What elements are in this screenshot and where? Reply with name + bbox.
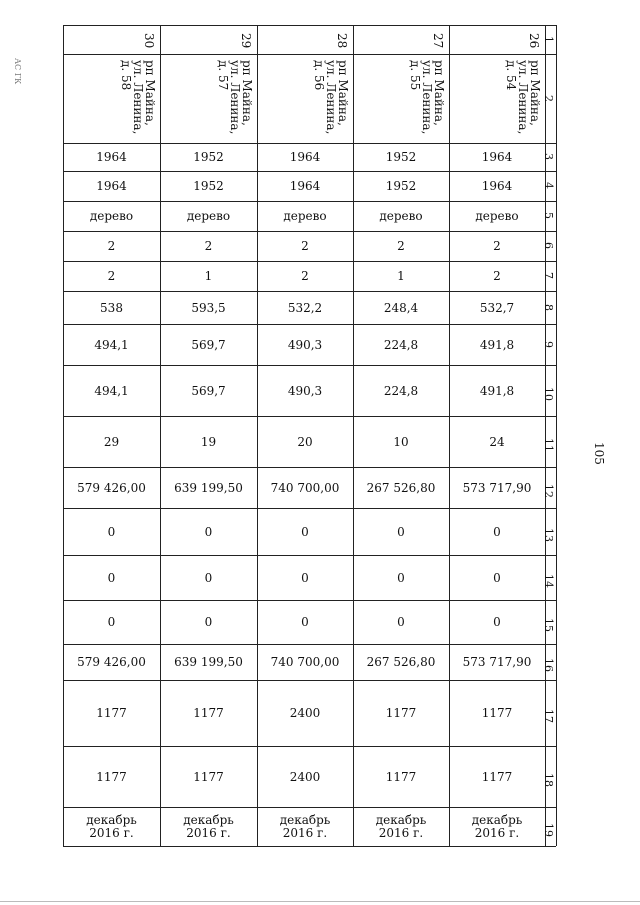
month-line: 2016 г. bbox=[378, 825, 424, 840]
table-cell: дерево bbox=[379, 209, 423, 223]
row-number: 18 bbox=[542, 773, 555, 787]
table-cell: 573 717,90 bbox=[462, 480, 532, 495]
row-number: 12 bbox=[542, 484, 555, 498]
table-cell: 1177 bbox=[385, 706, 417, 720]
table-cell: 24 bbox=[489, 434, 505, 449]
address-line: ул. Ленина, bbox=[516, 60, 530, 135]
table-cell: 2 bbox=[107, 269, 116, 283]
table-cell: 0 bbox=[397, 570, 405, 585]
side-mark: АС ГК bbox=[13, 58, 22, 85]
table-cell: 569,7 bbox=[191, 383, 226, 398]
table-cell: 267 526,80 bbox=[366, 480, 436, 495]
month-cell bbox=[160, 807, 257, 846]
row-number: 7 bbox=[542, 272, 555, 279]
column-number: 29 bbox=[239, 33, 253, 49]
table-cell: 1177 bbox=[96, 769, 127, 784]
table-cell: 0 bbox=[107, 615, 116, 629]
table-cell: 490,3 bbox=[287, 337, 323, 352]
table-cell: 1964 bbox=[96, 150, 127, 164]
table-cell: 1177 bbox=[193, 769, 224, 784]
table-cell: 494,1 bbox=[94, 383, 129, 398]
table-cell: 1964 bbox=[96, 179, 127, 193]
table-cell: 248,4 bbox=[383, 300, 419, 315]
table-cell: 2400 bbox=[289, 769, 321, 784]
address-line: рп Майна, bbox=[240, 60, 254, 126]
address-line: ул. Ленина, bbox=[228, 60, 242, 135]
table-cell: дерево bbox=[475, 209, 519, 223]
table-cell: 569,7 bbox=[191, 337, 226, 352]
table-cell: 2 bbox=[493, 239, 501, 253]
table-cell: 0 bbox=[301, 524, 309, 539]
row-number: 10 bbox=[542, 387, 555, 401]
table-cell: 1177 bbox=[481, 769, 513, 784]
column-number: 30 bbox=[142, 33, 156, 49]
row-number: 5 bbox=[542, 212, 555, 219]
address-cell bbox=[313, 60, 349, 134]
table-cell: 0 bbox=[301, 615, 309, 629]
column-number: 27 bbox=[431, 33, 445, 49]
table-cell: 532,7 bbox=[479, 300, 515, 315]
address-line: рп Майна, bbox=[143, 60, 157, 126]
row-line bbox=[63, 25, 556, 26]
month-cell bbox=[353, 807, 449, 846]
table-cell: 2 bbox=[397, 239, 405, 253]
table-cell: 1964 bbox=[481, 179, 513, 193]
table-cell: 20 bbox=[297, 434, 313, 449]
row-number: 6 bbox=[542, 242, 555, 249]
table-cell: 0 bbox=[204, 615, 213, 629]
month-line: 2016 г. bbox=[474, 825, 520, 840]
address-cell bbox=[409, 60, 445, 134]
row-number: 13 bbox=[542, 528, 555, 542]
row-number: 2 bbox=[542, 95, 555, 102]
table-cell: 224,8 bbox=[383, 383, 419, 398]
address-line: д. 57 bbox=[216, 60, 230, 91]
table-cell: 0 bbox=[397, 524, 405, 539]
table-cell: 0 bbox=[493, 524, 501, 539]
table-cell: 19 bbox=[200, 434, 217, 449]
month-line: декабрь bbox=[375, 812, 427, 827]
table-cell: 579 426,00 bbox=[77, 480, 146, 495]
table-cell: 2 bbox=[301, 269, 309, 283]
table-cell: 1952 bbox=[193, 179, 224, 193]
table-cell: 579 426,00 bbox=[77, 655, 146, 669]
table-cell: 1177 bbox=[385, 769, 417, 784]
month-cell bbox=[63, 807, 160, 846]
table-cell: 0 bbox=[397, 615, 405, 629]
table-cell: 10 bbox=[393, 434, 409, 449]
row-line bbox=[63, 846, 556, 847]
address-line: рп Майна, bbox=[336, 60, 350, 126]
address-line: д. 56 bbox=[312, 60, 326, 91]
table-cell: 490,3 bbox=[287, 383, 323, 398]
table-cell: 740 700,00 bbox=[270, 480, 340, 495]
month-cell bbox=[449, 807, 545, 846]
row-line bbox=[63, 54, 556, 55]
table-cell: 1964 bbox=[289, 179, 321, 193]
table-cell: 0 bbox=[107, 570, 116, 585]
table-cell: 0 bbox=[301, 570, 309, 585]
table-cell: 491,8 bbox=[479, 383, 515, 398]
table-cell: 1952 bbox=[385, 179, 417, 193]
row-number: 15 bbox=[542, 618, 555, 632]
table-cell: 1964 bbox=[289, 150, 321, 164]
table-cell: 491,8 bbox=[479, 337, 515, 352]
month-line: 2016 г. bbox=[282, 825, 328, 840]
table-cell: 639 199,50 bbox=[174, 655, 243, 669]
row-number: 19 bbox=[542, 823, 555, 837]
table-cell: 1 bbox=[204, 269, 213, 283]
table-cell: 1964 bbox=[481, 150, 513, 164]
row-number: 1 bbox=[542, 36, 555, 43]
table-cell: 2 bbox=[107, 239, 116, 253]
row-number: 11 bbox=[542, 438, 555, 452]
address-cell bbox=[505, 60, 541, 134]
table-cell: 740 700,00 bbox=[270, 655, 340, 669]
month-line: 2016 г. bbox=[186, 825, 231, 840]
table-cell: 0 bbox=[204, 570, 213, 585]
table-cell: дерево bbox=[283, 209, 327, 223]
row-number: 16 bbox=[542, 658, 555, 672]
row-number: 9 bbox=[542, 341, 555, 348]
table-cell: 0 bbox=[204, 524, 213, 539]
table-cell: дерево bbox=[186, 209, 231, 223]
table-cell: 538 bbox=[100, 300, 123, 315]
address-line: ул. Ленина, bbox=[324, 60, 338, 135]
table-cell: дерево bbox=[89, 209, 134, 223]
table-cell: 267 526,80 bbox=[366, 655, 436, 669]
table-cell: 639 199,50 bbox=[174, 480, 243, 495]
table-cell: 2400 bbox=[289, 706, 321, 720]
month-line: декабрь bbox=[183, 812, 234, 827]
table-cell: 0 bbox=[493, 570, 501, 585]
month-cell bbox=[257, 807, 353, 846]
table-cell: 2 bbox=[301, 239, 309, 253]
table-cell: 573 717,90 bbox=[462, 655, 532, 669]
address-line: рп Майна, bbox=[432, 60, 446, 126]
table-cell: 1177 bbox=[481, 706, 513, 720]
month-line: декабрь bbox=[86, 812, 137, 827]
table-cell: 1177 bbox=[193, 706, 224, 720]
table-cell: 1177 bbox=[96, 706, 127, 720]
address-line: рп Майна, bbox=[528, 60, 542, 126]
address-cell bbox=[120, 60, 156, 134]
address-line: д. 58 bbox=[119, 60, 133, 91]
column-number: 28 bbox=[335, 33, 349, 49]
table-cell: 2 bbox=[204, 239, 213, 253]
address-line: ул. Ленина, bbox=[131, 60, 145, 135]
table-cell: 1 bbox=[397, 269, 405, 283]
month-line: декабрь bbox=[471, 812, 523, 827]
table-cell: 494,1 bbox=[94, 337, 129, 352]
column-line bbox=[556, 25, 557, 846]
address-line: ул. Ленина, bbox=[420, 60, 434, 135]
row-number: 8 bbox=[542, 304, 555, 311]
row-number: 17 bbox=[542, 709, 555, 723]
row-number: 4 bbox=[542, 182, 555, 189]
table-cell: 2 bbox=[493, 269, 501, 283]
address-cell bbox=[217, 60, 253, 134]
table-cell: 224,8 bbox=[383, 337, 419, 352]
table-cell: 1952 bbox=[193, 150, 224, 164]
table-cell: 593,5 bbox=[191, 300, 226, 315]
column-number: 26 bbox=[527, 33, 541, 49]
address-line: д. 54 bbox=[504, 60, 518, 91]
table-cell: 1952 bbox=[385, 150, 417, 164]
table-cell: 532,2 bbox=[287, 300, 323, 315]
address-line: д. 55 bbox=[408, 60, 422, 91]
row-number: 14 bbox=[542, 574, 555, 588]
table-cell: 0 bbox=[107, 524, 116, 539]
table-cell: 29 bbox=[103, 434, 120, 449]
row-number: 3 bbox=[542, 153, 555, 160]
month-line: декабрь bbox=[279, 812, 331, 827]
page-number: 105 bbox=[592, 442, 606, 465]
month-line: 2016 г. bbox=[89, 825, 134, 840]
table-cell: 0 bbox=[493, 615, 501, 629]
